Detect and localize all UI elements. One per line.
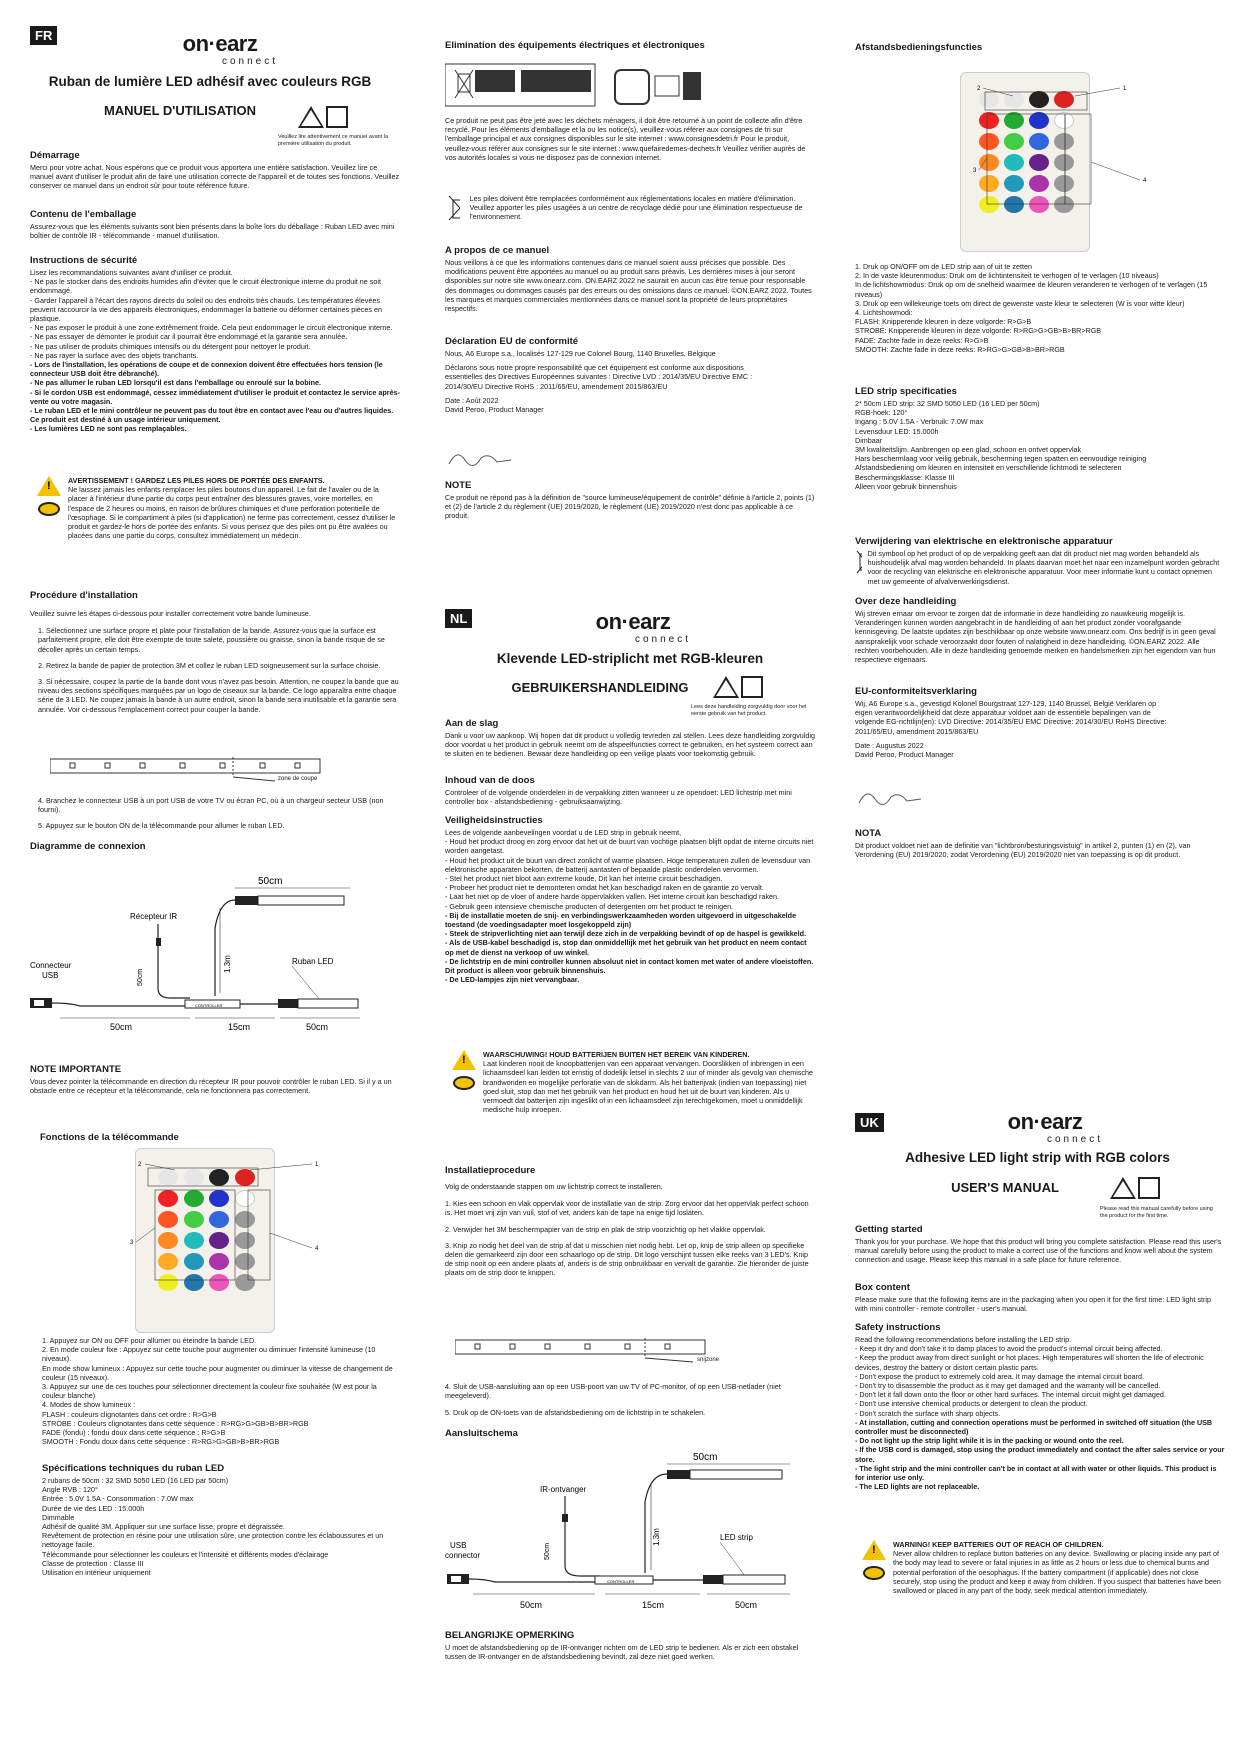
spec-line: Durée de vie des LED : 15.000h bbox=[42, 1503, 145, 1513]
paragraph: Volg de onderstaande stappen om uw lichtstrip correct te installeren. bbox=[445, 1182, 663, 1191]
list-item: 1. Sélectionnez une surface propre et plate pour l'installation de la bande. Assurez-vous que la surface est parfaitement propre, elle doit être exempte de toute saleté, poussière ou graisse, sinon la bande risque de se décoller après un certain temps. bbox=[38, 626, 385, 654]
dim-b1: 50cm bbox=[520, 1600, 543, 1610]
list-item: FLASH: Knipperende kleuren in deze volgorde: R>G>B bbox=[855, 317, 1032, 327]
heading: Aan de slag bbox=[445, 718, 499, 729]
list-item: - At installation, cutting and connection operations must be performed in switched off situation (the USB controller must be disconnected) bbox=[855, 1417, 1213, 1437]
section-eu-nl bbox=[855, 686, 1175, 759]
date: Date : Août 2022 bbox=[445, 395, 499, 405]
section-about-fr bbox=[445, 245, 815, 313]
heading: Aansluitschema bbox=[445, 1427, 518, 1439]
heading: Diagramme de connexion bbox=[30, 840, 146, 852]
list-item: - Als de USB-kabel beschadigd is, stop dan onmiddellijk met het gebruik van het product en neem contact op met de dienst na verkoop of uw winkel. bbox=[445, 938, 807, 957]
section-note-nl bbox=[445, 1630, 800, 1661]
section-eu-fr bbox=[445, 336, 815, 414]
spec-line: Hars beschermlaag voor veilig gebruik, bescherming tegen spatten en eenvoudige reiniging bbox=[855, 454, 1147, 464]
list-item: STROBE: Knipperende kleuren in deze volgorde: R>RG>G>GB>B>BR>RGB bbox=[855, 326, 1102, 336]
spec-line: 3M kwaliteitslijm. Aanbrengen op een glad, schoon en ontvet oppervlak bbox=[855, 445, 1082, 455]
dim-b3: 50cm bbox=[306, 1022, 329, 1032]
read-manual-icon bbox=[298, 106, 348, 133]
led-strip-label: LED strip bbox=[720, 1533, 753, 1542]
heading: Veiligheidsinstructies bbox=[445, 815, 543, 826]
warning-icon bbox=[37, 476, 61, 496]
logo-text: on·earz bbox=[595, 609, 671, 634]
warning-title: WAARSCHUWING! HOUD BATTERIJEN BUITEN HET BEREIK VAN KINDEREN. bbox=[483, 1050, 750, 1059]
list-item: - Keep it dry and don't take it to damp places to avoid the product's internal circuit being affected. bbox=[855, 1344, 1163, 1354]
list-item: - Do not light up the strip light while it is in the packing or wound onto the reel. bbox=[855, 1436, 1124, 1446]
battery-disposal bbox=[447, 194, 817, 222]
remote-callouts-fr bbox=[100, 1148, 340, 1288]
lang-label: UK bbox=[855, 1113, 884, 1132]
logo-sub: connect bbox=[634, 634, 692, 645]
svg-text:2: 2 bbox=[138, 1162, 142, 1168]
spec-line: Adhésif de qualité 3M. Appliquer sur une surface lisse, propre et dégraissée. bbox=[42, 1522, 285, 1532]
heading: NOTA bbox=[855, 828, 882, 839]
section-install bbox=[30, 590, 400, 718]
list-item: En mode show lumineux : Appuyez sur cette touche pour augmenter ou diminuer la vitesse de changement de couleur (15 niveaux). bbox=[42, 1363, 393, 1382]
list-item: 4. Modes de show lumineux : bbox=[42, 1400, 136, 1410]
usb-label-1: Connecteur bbox=[30, 961, 72, 970]
signatory: David Peroo, Product Manager bbox=[445, 405, 544, 415]
heading: Inhoud van de doos bbox=[445, 775, 535, 786]
list-item: - Le ruban LED et le mini contrôleur ne peuvent pas du tout être en contact avec l'eau ou d'autres liquides. Ce produit est destiné à un usage intérieur uniquement. bbox=[30, 406, 394, 425]
manual-title: MANUEL D'UTILISATION bbox=[103, 103, 257, 118]
heading: Spécifications techniques du ruban LED bbox=[42, 1463, 225, 1474]
section-install-nl-cont bbox=[445, 1382, 815, 1441]
battery-warning bbox=[36, 476, 400, 540]
list-item: 4. Sluit de USB-aansluiting aan op een USB-poort van uw TV of PC-monitor, of op een USB-netlader (niet meegeleverd). bbox=[445, 1382, 781, 1401]
list-item: 5. Druk op de ON-toets van de afstandsbediening om de lichtstrip in te schakelen. bbox=[445, 1408, 706, 1418]
brand-logo bbox=[553, 609, 713, 650]
svg-text:2: 2 bbox=[977, 86, 981, 92]
dim-50cm-v: 50cm bbox=[137, 968, 144, 986]
paragraph: Wij, A6 Europe s.a., gevestigd Kolonel Bourgstraat 127-129, 1140 Brussel, België Verklaren op eigen verantwoordelijkheid dat deze apparatuur voldoet aan de essentiële bepalingen van de volgende EG-richtlijn(en): LVD Directive: 2014/35/EU EMC Directive: 2014/30/EU RoHS Directive: 2011/65/EU, amendment 2015/863/EU bbox=[855, 699, 1167, 736]
list-item: In de lichtshowmodus: Druk op om de snelheid waarmee de kleuren veranderen te verhogen of te verlagen (15 niveaus) bbox=[855, 280, 1208, 299]
section-box-uk bbox=[855, 1282, 1225, 1313]
manual-title: GEBRUIKERSHANDLEIDING bbox=[511, 680, 689, 695]
paragraph: Ce produit ne peut pas être jeté avec les déchets ménagers, il doit être retourné à un point de collecte afin d'être recyclé. Pour les éléments d'emballage et la ou les notice(s), veuillez-vous référer aux consignes de tri sur l'emballage principal et aux consignes disponibles sur le site internet : www.consignesdetri.fr Pour le produit, veuillez-vous référer aux consignes sur le site internet : www.quefairedemes-dechets.fr Veuillez vérifier auprès de vos autorités locales si vous ne disposez pas de connexion internet. bbox=[445, 116, 806, 162]
list-item: - Houd het product uit de buurt van direct zonlicht of warme plaatsen. Hoge temperaturen zullen de levensduur van elektronische apparaten bekorten, de batterij aantasten of bepaalde plastic onderdelen vervormen. bbox=[445, 855, 811, 874]
list-item: - Bij de installatie moeten de snij- en verbindingswerkzaamheden worden uitgevoerd in uitgeschakelde toestand (de voedingsadapter moet losgekoppeld zijn) bbox=[445, 910, 797, 930]
product-title: Adhesive LED light strip with RGB colors bbox=[905, 1150, 1170, 1165]
list-item: FADE: Zachte fade in deze reeks: R>G>B bbox=[855, 335, 989, 345]
signature bbox=[855, 785, 925, 811]
list-item: - If the USB cord is damaged, stop using the product immediately and contact the after sales service or your store. bbox=[855, 1445, 1225, 1464]
section-install-nl bbox=[445, 1165, 815, 1278]
section-remote-nl bbox=[855, 42, 982, 55]
list-item: - Lors de l'installation, les opérations de coupe et de connexion doivent être effectuées hors tension (le connecteur USB doit être débranché). bbox=[30, 360, 383, 379]
manual-caption: Veuillez lire attentivement ce manuel avant la première utilisation du produit. bbox=[278, 134, 389, 147]
section-safety-uk bbox=[855, 1322, 1225, 1491]
section-box bbox=[30, 209, 400, 240]
connection-diagram-nl bbox=[445, 1448, 820, 1620]
list-item: - Don't scratch the surface with sharp objects. bbox=[855, 1408, 1001, 1418]
spec-line: Alleen voor gebruik binnenshuis bbox=[855, 481, 957, 491]
controller-label: CONTROLLER bbox=[195, 1003, 223, 1008]
heading: Getting started bbox=[855, 1224, 923, 1235]
section-safety bbox=[30, 255, 400, 434]
connection-diagram bbox=[30, 868, 400, 1048]
dim-50cm-v: 50cm bbox=[544, 1542, 551, 1560]
paragraph: Vous devez pointer la télécommande en direction du récepteur IR pour pouvoir contrôler le ruban LED. Si il y a un obstacle entre ce récepteur et la télécommande, cela ne fonctionnera pas correctement. bbox=[30, 1077, 392, 1096]
list-item: SMOOTH: Zachte fade in deze reeks: R>RG>G>GB>B>BR>RGB bbox=[855, 344, 1065, 354]
heading: Installatieprocedure bbox=[445, 1165, 536, 1176]
paragraph: Wij streven ernaar om ervoor te zorgen dat de informatie in deze handleiding zo nauwkeurig mogelijk is. Veranderingen kunnen worden aangebracht in de handleiding of aan het product zonder voorafgaande kennisgeving. De laatste updates zijn beschikbaar op onze website www.onearz.com. Ons bedrijf is in geen geval aansprakelijk voor schade veroorzaakt door fouten of nalatigheid in deze handleiding. ©ON.EARZ 2022. Alle rechten voorbehouden. Alle in deze handleiding genoemde merken en handelsmerken zijn het eigendom van hun respectieve eigenaars. bbox=[855, 609, 1216, 665]
section-start-nl bbox=[445, 718, 815, 759]
paragraph: Déclarons sous notre propre responsabilité que cet équipement est conforme aux dispositions essentielles des Directives Européennes suivantes : Directive LVD : 2014/35/EU Directive EMC : 2014/30/EU Directive RoHS : 2011/65/EU, amendement 2015/863/EU bbox=[445, 363, 753, 391]
paragraph: Lisez les recommandations suivantes avant d'utiliser ce produit. bbox=[30, 268, 233, 277]
heading: Elimination des équipements électriques et électroniques bbox=[445, 40, 705, 51]
paragraph: Les piles doivent être remplacées conformément aux réglementations locales en matière d'élimination. Veuillez apporter les piles usagées à un centre de recyclage dédié pour une élimination respectueuse de l'environnement. bbox=[469, 194, 803, 222]
heading: Contenu de l'emballage bbox=[30, 209, 137, 220]
paragraph: Please make sure that the following items are in the packaging when you open it for the first time: LED light strip with mini controller - remote controller - user's manual. bbox=[855, 1295, 1211, 1314]
logo-text: on·earz bbox=[1007, 1109, 1083, 1134]
battery-warning-nl bbox=[451, 1050, 817, 1114]
section-disposal-fr bbox=[445, 40, 820, 53]
list-item: - Ne pas le stocker dans des endroits humides afin d'éviter que le circuit électronique interne du produit ne soit endommagé. bbox=[30, 277, 381, 296]
paragraph: Controleer of de volgende onderdelen in de verpakking zitten wanneer u ze opendoet: LED lichtstrip met mini controller box - afstandsbediening - gebruiksaanwijzing. bbox=[445, 788, 792, 807]
section-about-nl bbox=[855, 596, 1220, 664]
svg-text:1: 1 bbox=[1123, 86, 1127, 92]
lang-label: FR bbox=[30, 26, 57, 45]
heading: A propos de ce manuel bbox=[445, 245, 550, 256]
spec-line: 2* 50cm LED strip: 32 SMD 5050 LED (16 LED per 50cm) bbox=[855, 399, 1040, 408]
product-title: Ruban de lumière LED adhésif avec couleurs RGB bbox=[48, 74, 372, 89]
list-item: - Ne pas exposer le produit à une zone extrêmement froide. Cela peut endommager le circuit électronique interne. bbox=[30, 323, 393, 333]
dim-b2: 15cm bbox=[228, 1022, 251, 1032]
warning-title: WARNING! KEEP BATTERIES OUT OF REACH OF CHILDREN. bbox=[893, 1540, 1104, 1549]
heading: Procédure d'installation bbox=[30, 590, 138, 601]
list-item: 4. Branchez le connecteur USB à un port USB de votre TV ou écran PC, où à un chargeur secteur USB (non fourni). bbox=[38, 796, 384, 815]
warning-icon bbox=[452, 1050, 476, 1070]
list-item: 3. Knip zo nodig het deel van de strip af dat u misschien niet nodig hebt. Let op, knip de strip alleen op specifieke delen die gemarkeerd zijn door een schaarlogo op de strip. Dit logo verschijnt tussen elke reeks van 3 LED's. Knip de strip nooit op een andere plaats af, anders is de strip onbruikbaar en vervalt de garantie. Zie hieronder de juiste plaats om de strip door te knippen. bbox=[445, 1240, 809, 1278]
lang-badge-fr bbox=[30, 26, 57, 45]
list-item: 1. Appuyez sur ON ou OFF pour allumer ou éteindre la bande LED. bbox=[42, 1336, 257, 1345]
heading: Démarrage bbox=[30, 150, 80, 161]
section-note2-fr bbox=[445, 480, 815, 521]
spec-line: Levensduur LED: 15.000h bbox=[855, 426, 939, 436]
spec-line: Dimmable bbox=[42, 1512, 75, 1522]
paragraph: U moet de afstandsbediening op de IR-ontvanger richten om de LED strip te bedienen. Als er zich een obstakel tussen de IR-ontvanger en de afstandsbediening bevindt, zal deze niet goed werken. bbox=[445, 1643, 799, 1662]
list-item: - Les lumières LED ne sont pas remplaçables. bbox=[30, 424, 187, 434]
list-item: - De LED-lampjes zijn niet vervangbaar. bbox=[445, 975, 580, 985]
paragraph: Dank u voor uw aankoop. Wij hopen dat dit product u volledig tevreden zal stellen. Lees deze handleiding zorgvuldig door voordat u het product in gebruik neemt om de afspeelfuncties correct te gebruiken, en het systeem correct aan te sluiten en te bedienen. Bewaar deze handleiding op een veilige plaats voor toekomstig gebruik. bbox=[445, 731, 815, 759]
paragraph: Dit symbool op het product of op de verpakking geeft aan dat dit product niet mag worden behandeld als huishoudelijk afval mag worden behandeld. In plaats daarvan moet het naar een inzamelpunt worden gebracht voor de recycling van elektrische en elektronische apparatuur. Voor meer informatie kunt u contact opnemen met uw gemeente of afvalverwerkingsdienst. bbox=[867, 549, 1220, 586]
heading: LED strip specificaties bbox=[855, 386, 957, 397]
list-item: - Houd het product droog en zorg ervoor dat het uit de buurt van vochtige plaatsen blijft opdat de interne circuits niet worden aangetast. bbox=[445, 837, 814, 856]
section-start-uk bbox=[855, 1224, 1225, 1265]
paragraph: Lees de volgende aanbevelingen voordat u de LED strip in gebruik neemt, bbox=[445, 828, 682, 837]
remote-functions-list bbox=[42, 1336, 402, 1446]
list-item: 1. Druk op ON/OFF om de LED strip aan of uit te zetten bbox=[855, 262, 1032, 271]
svg-text:4: 4 bbox=[315, 1246, 319, 1252]
logo-text: on·earz bbox=[182, 31, 258, 56]
section-spec-nl bbox=[855, 386, 1220, 491]
spec-line: Ingang : 5.0V 1.5A - Verbruik: 7.0W max bbox=[855, 417, 984, 427]
list-item: - The light strip and the mini controller can't be in contact at all with water or other liquids. This product is for interior use only. bbox=[855, 1463, 1217, 1483]
paragraph: Nous veillons à ce que les informations contenues dans ce manuel soient aussi précises que possible. Des modifications peuvent être apportées au manuel ou au produit sans préavis. Les dernières mises à jour seront disponibles sur notre site www.onearz.com. ON.EARZ 2022 ne saurait en aucun cas être tenue pour responsable des dommages ou dommages causés par des erreurs ou des omissions dans ce manuel. ©ON.EARZ 2022. Toutes les marques et marques commerciales mentionnées dans ce manuel sont la propriété de leurs propriétaires respectifs. bbox=[445, 258, 812, 314]
logo-sub: connect bbox=[221, 56, 279, 67]
paragraph: Veuillez suivre les étapes ci-dessous pour installer correctement votre bande lumineuse. bbox=[30, 609, 311, 618]
list-item: - Ne pas allumer le ruban LED lorsqu'il est dans l'emballage ou enroulé sur la bobine. bbox=[30, 378, 321, 388]
button-battery-icon bbox=[38, 502, 60, 516]
section-safety-nl bbox=[445, 815, 817, 984]
list-item: - Stel het product niet bloot aan extreme koude, Dit kan het interne circuit beschadigen. bbox=[445, 874, 723, 884]
crossed-bin-icon bbox=[447, 194, 460, 222]
dim-b1: 50cm bbox=[110, 1022, 133, 1032]
list-item: 5. Appuyez sur le bouton ON de la télécommande pour allumer le ruban LED. bbox=[38, 821, 285, 831]
section-start bbox=[30, 150, 400, 191]
list-item: SMOOTH : Fondu doux dans cette séquence : R>RG>G>GB>B>BR>RGB bbox=[42, 1437, 280, 1447]
spec-line: Beschermingsklasse: Klasse III bbox=[855, 472, 955, 482]
heading: NOTE bbox=[445, 480, 472, 491]
heading: Fonctions de la télécommande bbox=[40, 1132, 179, 1143]
spec-line: 2 rubans de 50cm : 32 SMD 5050 LED (16 LED par 50cm) bbox=[42, 1476, 229, 1485]
read-manual-icon bbox=[1110, 1177, 1160, 1204]
list-item: - De lichtstrip en de mini controller kunnen absoluut niet in contact komen met water of andere vloeistoffen. Dit product is alleen voor gebruik binnenshuis. bbox=[445, 956, 814, 976]
warning-text: Never allow children to replace button batteries on any device. Swallowing or placing inside any part of the body may lead to severe or fatal injuries in as little as 2 hours or less due to chemical burns and potential perforation of the oesophagus. If the battery compartment (if applicable) does not close securely, stop using the product and keep it away from children. If you suspect that batteries have been swallowed or placed in any part of the body, seek medical attention immediately. bbox=[893, 1549, 1221, 1596]
usb-label-2: connector bbox=[445, 1551, 481, 1560]
list-item: 3. Si nécessaire, coupez la partie de la bande dont vous n'avez pas besoin. Attention, ne coupez la bande que au niveau des sections spécifiques marquées par un logo de ciseaux sur la bande. Ce logo apparaîtra entre chaque série de 3 LED. Ne coupez jamais la bande à un autre endroit, sinon la bande sera inutilisable et la garantie sera annulée. Voir ci-dessous l'emplacement correct pour couper la bande. bbox=[38, 677, 399, 714]
lang-badge-nl bbox=[445, 609, 472, 628]
lang-label: NL bbox=[445, 609, 472, 628]
dim-1-3m: 1.3m bbox=[223, 955, 232, 973]
date: Date : Augustus 2022 bbox=[855, 740, 924, 750]
section-note2-nl bbox=[855, 828, 1220, 859]
recycling-logos bbox=[445, 62, 705, 110]
heading: Instructions de sécurité bbox=[30, 255, 138, 266]
list-item: 4. Lichtshowmodi: bbox=[855, 308, 913, 318]
signature bbox=[445, 446, 515, 472]
crossed-bin-icon bbox=[855, 549, 862, 575]
list-item: - Ne pas utiliser de produits chimiques intensifs ou du détergent pour nettoyer le produit. bbox=[30, 341, 311, 351]
heading: Box content bbox=[855, 1282, 910, 1293]
signatory: David Peroo, Product Manager bbox=[855, 750, 954, 760]
warning-text: Ne laissez jamais les enfants remplacer les piles boutons d'un appareil. Le fait de l'avaler ou de la placer à l'intérieur d'une partie du corps peut entraîner des blessures graves, voire mortelles, en l'espace de 2 heures ou moins, en raison de brûlures chimiques et d'une perforation potentielle de l'œsophage. Si le compartiment à piles (si d'application) ne ferme pas correctement, cessez d'utiliser le produit et gardez-le hors de portée des enfants. Si vous pensez que des piles ont pu être avalées ou placées dans une partie du corps, consultez immédiatement un médecin. bbox=[68, 485, 396, 541]
svg-text:4: 4 bbox=[1143, 178, 1147, 184]
section-remote-heading bbox=[40, 1132, 179, 1145]
paragraph: Read the following recommendations before installing the LED strip. bbox=[855, 1335, 1072, 1344]
list-item: - Probeer het product niet te demonteren omdat het kan beschadigd raken en de garantie zo vervalt. bbox=[445, 883, 764, 893]
usb-label-2: USB bbox=[42, 971, 59, 980]
section-disposal-nl bbox=[855, 536, 1220, 586]
list-item: 2. En mode couleur fixe : Appuyez sur cette touche pour augmenter ou diminuer l'intensité lumineuse (10 niveaux). bbox=[42, 1345, 376, 1364]
product-title: Klevende LED-striplicht met RGB-kleuren bbox=[496, 651, 764, 666]
section-note bbox=[30, 1064, 400, 1095]
manual-caption: Lees deze handleiding zorgvuldig door voor het eerste gebruik van het product. bbox=[691, 704, 807, 717]
spec-line: Entrée : 5.0V 1.5A - Consommation : 7.0W max bbox=[42, 1494, 194, 1504]
list-item: - Laat het niet op de vloer of andere harde oppervlakken vallen. Het interne circuit kan beschadigd raken. bbox=[445, 892, 780, 902]
spec-line: Angle RVB : 120° bbox=[42, 1485, 98, 1495]
list-item: 2. Retirez la bande de papier de protection 3M et collez le ruban LED soigneusement sur la surface choisie. bbox=[38, 660, 381, 670]
list-item: 3. Appuyez sur une de ces touches pour sélectionner directement la couleur fixe souhaitée (W est pour la couleur blanche) bbox=[42, 1382, 377, 1401]
spec-line: Revêtement de protection en résine pour une utilisation sûre, une protection contre les éclaboussures et un nettoyage facile. bbox=[42, 1531, 384, 1550]
list-item: FADE (fondu) : fondu doux dans cette séquence : R>G>B bbox=[42, 1428, 226, 1438]
list-item: 1. Kies een schoon en vlak oppervlak voor de installatie van de strip. Zorg ervoor dat het oppervlak perfect schoon is. Het moet vrij zijn van vuil, stof of vet, anders kan de tape na enige tijd loslaten. bbox=[445, 1199, 809, 1218]
list-item: - Gebruik geen intensieve chemische producten of detergenten om het product te reinigen. bbox=[445, 901, 734, 911]
list-item: - Steek de stripverlichting niet aan terwijl deze zich in de verpakking bevindt of op de haspel is gewikkeld. bbox=[445, 929, 807, 939]
spec-line: Classe de protection : Classe III bbox=[42, 1558, 144, 1568]
list-item: - Don't use intensive chemical products or detergent to clean the product. bbox=[855, 1399, 1088, 1409]
section-box-nl bbox=[445, 775, 815, 806]
list-item: 3. Druk op een willekeurige toets om direct de gewenste vaste kleur te selecteren (W is voor witte kleur) bbox=[855, 298, 1185, 308]
led-strip-label: Ruban LED bbox=[292, 957, 334, 966]
paragraph: Assurez-vous que les éléments suivants sont bien présents dans la boîte lors du déballage : Ruban LED avec mini boîtier de contrôle IR - télécommande - manuel d'utilisation. bbox=[30, 222, 395, 241]
heading: NOTE IMPORTANTE bbox=[30, 1064, 122, 1075]
lang-badge-uk bbox=[855, 1113, 884, 1132]
ir-receiver-label: IR-ontvanger bbox=[540, 1485, 587, 1494]
list-item: - Keep the product away from direct sunlight or hot places. High temperatures will shorten the life of electronic devices, destroy the battery or distort certain plastic parts. bbox=[855, 1353, 1204, 1372]
controller-label: CONTROLLER bbox=[607, 1579, 635, 1584]
list-item: - Ne pas rayer la surface avec des objets tranchants. bbox=[30, 350, 199, 360]
spec-line: Afstandsbediening om kleuren en intensiteit en verschillende lichtmodi te selecteren bbox=[855, 463, 1122, 473]
list-item: - Si le cordon USB est endommagé, cessez immédiatement d'utiliser le produit et contactez le service après-vente ou votre magasin. bbox=[30, 387, 400, 406]
heading: Over deze handleiding bbox=[855, 596, 957, 607]
read-manual-icon bbox=[713, 676, 763, 703]
heading: Safety instructions bbox=[855, 1322, 941, 1333]
list-item: STROBE : Couleurs clignotantes dans cette séquence : R>RG>G>GB>B>BR>RGB bbox=[42, 1418, 309, 1428]
warning-icon bbox=[862, 1540, 886, 1560]
list-item: 2. In de vaste kleurenmodus: Druk om de lichtintensiteit te verhogen of te verlagen (10 niveaus) bbox=[855, 271, 1159, 281]
cut-zone-label: snijzone bbox=[697, 1357, 720, 1363]
spec-line: Utilisation en intérieur uniquement bbox=[42, 1568, 151, 1578]
paragraph: Ce produit ne répond pas à la définition de "source lumineuse/équipement de contrôle" définie à l'article 2, points (1) et (2) de l'article 2 du règlement (UE) 2019/2020, le règlement (UE) 2019/2020 n'est donc pas applicable à ce produit. bbox=[445, 493, 815, 521]
paragraph: Nous, A6 Europe s.a., localisés 127-129 rue Colonel Bourg, 1140 Bruxelles, Belgique bbox=[445, 349, 716, 358]
section-install-cont bbox=[30, 796, 400, 854]
list-item: - Garder l'appareil à l'écart des rayons directs du soleil ou des endroits très chauds. Les températures élevées peuvent raccourcir la vie des appareils électroniques, endommager la batterie ou déformer certaines pièces en plastique. bbox=[30, 295, 382, 324]
list-item: - Don't expose the product to extremely cold area. It may damage the internal circuit board. bbox=[855, 1371, 1145, 1381]
heading: Afstandsbedieningsfuncties bbox=[855, 42, 983, 53]
heading: EU-conformiteitsverklaring bbox=[855, 686, 977, 697]
spec-line: Dimbaar bbox=[855, 435, 883, 445]
paragraph: Dit product voldoet niet aan de definitie van "lichtbron/besturingsvistuig" in artikel 2, punten (1) en (2), van Verordening (EU) 2019/2020, zodat Verordening (EU) 2019/2020 niet van toepassing is op dit product. bbox=[855, 841, 1191, 860]
heading: Déclaration EU de conformité bbox=[445, 336, 579, 347]
battery-warning-uk bbox=[861, 1540, 1225, 1595]
disposal-text bbox=[445, 116, 815, 162]
svg-text:3: 3 bbox=[973, 168, 977, 174]
dim-b3: 50cm bbox=[735, 1600, 758, 1610]
brand-logo bbox=[140, 31, 300, 72]
usb-label-1: USB bbox=[450, 1541, 467, 1550]
section-spec bbox=[42, 1463, 402, 1577]
button-battery-icon bbox=[863, 1566, 885, 1580]
list-item: - Don't let it fall down onto the floor or other hard surfaces. The internal circuit might get damaged. bbox=[855, 1390, 1166, 1400]
brand-logo bbox=[965, 1109, 1125, 1150]
cut-zone-label: zone de coupe bbox=[278, 776, 318, 782]
warning-text: Laat kinderen nooit de knoopbatterijen van een apparaat vervangen. Doorslikken of inbrengen in een lichaamsdeel kan leiden tot ernstig of dodelijk letsel in slechts 2 uur of minder als gevolg van chemische brandwonden en mogelijke perforatie van de slokdarm. Als het batterijvak (indien van toepassing) niet goed sluit, stop dan met het gebruik van het product en houd het uit de buurt van kinderen. Als u vermoedt dat batterijen zijn ingeslikt of in een lichaamsdeel zijn terechtgekomen, moet u onmiddellijk medische hulp inroepen. bbox=[483, 1059, 814, 1115]
ir-receiver-label: Récepteur IR bbox=[130, 912, 178, 921]
list-item: - The LED lights are not replaceable. bbox=[855, 1482, 980, 1492]
list-item: - Ne pas essayer de démonter le produit car il pourrait être endommagé et la garantie sera annulée. bbox=[30, 332, 348, 342]
remote-functions-list-nl bbox=[855, 262, 1220, 354]
remote-callouts-nl bbox=[915, 72, 1155, 212]
dim-1-3m: 1.3m bbox=[652, 1528, 661, 1546]
list-item: 2. Verwijder het 3M beschermpapier van de strip en plak de strip voorzichtig op het vlakke oppervlak. bbox=[445, 1224, 766, 1234]
spec-line: RGB-hoek: 120° bbox=[855, 408, 908, 418]
spec-line: Télécommande pour sélectionner les couleurs et l'intensité et différents modes d'éclairage bbox=[42, 1549, 329, 1559]
list-item: FLASH : couleurs clignotantes dans cet ordre : R>G>B bbox=[42, 1409, 217, 1419]
dim-top: 50cm bbox=[693, 1452, 718, 1463]
warning-title: AVERTISSEMENT ! GARDEZ LES PILES HORS DE PORTÉE DES ENFANTS. bbox=[68, 476, 325, 485]
dim-b2: 15cm bbox=[642, 1600, 665, 1610]
manual-title: USER'S MANUAL bbox=[951, 1180, 1059, 1195]
logo-sub: connect bbox=[1046, 1134, 1104, 1145]
button-battery-icon bbox=[453, 1076, 475, 1090]
paragraph: Thank you for your purchase. We hope that this product will bring you complete satisfaction. Please read this user's manual carefully before using the product to make a correct use of the functions and know well about the system connection and usage. Please keep this manual in a safe place for future reference. bbox=[855, 1237, 1222, 1265]
list-item: - Don't try to disassemble the product as it may get damaged and the warranty will be cancelled. bbox=[855, 1381, 1161, 1391]
heading: BELANGRIJKE OPMERKING bbox=[445, 1630, 575, 1641]
paragraph: Merci pour votre achat. Nous espérons que ce produit vous apportera une entière satisfaction. Veuillez lire ce manuel avant d'utiliser le produit afin de faire une utilisation correcte de l'appareil et de toutes ses fonctions. Veuillez conserver ce manuel dans un endroit sûr pour toute référence future. bbox=[30, 163, 400, 191]
heading: Verwijdering van elektrische en elektronische apparatuur bbox=[855, 536, 1113, 547]
svg-text:3: 3 bbox=[130, 1240, 134, 1246]
svg-text:1: 1 bbox=[315, 1162, 319, 1168]
manual-caption: Please read this manual carefully before using the product for the first time. bbox=[1100, 1206, 1213, 1219]
dim-top: 50cm bbox=[258, 876, 283, 887]
